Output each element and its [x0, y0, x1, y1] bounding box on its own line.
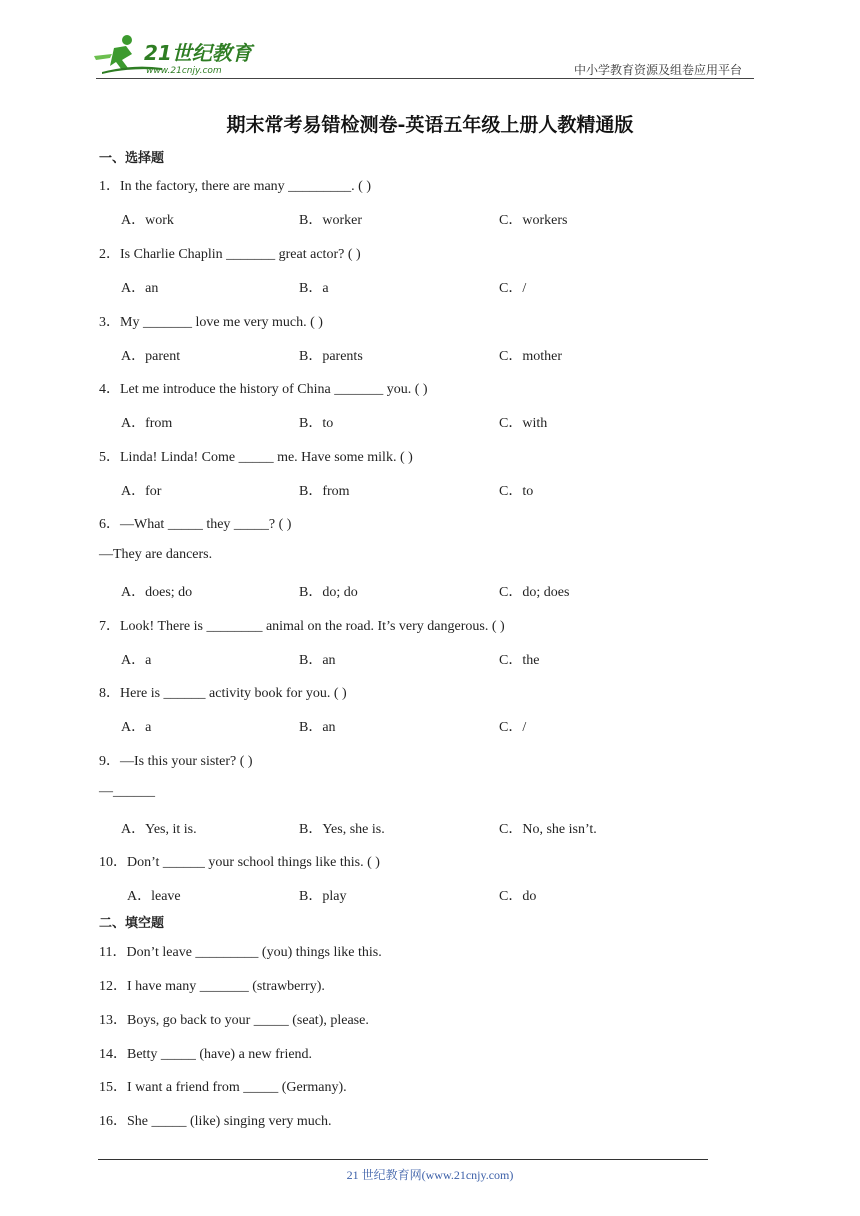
- q9-option-b[interactable]: B．Yes, she is.: [299, 822, 385, 837]
- section-title-choice: 一、选择题: [99, 151, 165, 166]
- question-9-reply: —______: [99, 784, 155, 799]
- question-5: 5．Linda! Linda! Come _____ me. Have some milk. ( ): [99, 450, 413, 465]
- q10-option-a[interactable]: A．leave: [127, 889, 181, 904]
- question-9: 9．—Is this your sister? ( ): [99, 754, 253, 769]
- question-4: 4．Let me introduce the history of China _______ you. ( ): [99, 382, 428, 397]
- question-7: 7．Look! There is ________ animal on the road. It’s very dangerous. ( ): [99, 619, 505, 634]
- q7-option-b[interactable]: B．an: [299, 653, 336, 668]
- q5-option-b[interactable]: B．from: [299, 484, 350, 499]
- q2-option-c[interactable]: C．/: [499, 281, 527, 296]
- fill-question-11: 11．Don’t leave _________ (you) things like this.: [99, 945, 382, 960]
- q5-option-c[interactable]: C．to: [499, 484, 534, 499]
- question-2: 2．Is Charlie Chaplin _______ great actor? ( ): [99, 247, 361, 262]
- q4-option-c[interactable]: C．with: [499, 416, 548, 431]
- q1-option-a[interactable]: A．work: [121, 213, 174, 228]
- q6-option-b[interactable]: B．do; do: [299, 585, 358, 600]
- question-6: 6．—What _____ they _____? ( ): [99, 517, 292, 532]
- fill-question-13: 13．Boys, go back to your _____ (seat), please.: [99, 1013, 369, 1028]
- logo-text: 21世纪教育: [144, 41, 252, 65]
- q9-option-a[interactable]: A．Yes, it is.: [121, 822, 197, 837]
- runner-logo-icon: [92, 34, 272, 80]
- q2-option-a[interactable]: A．an: [121, 281, 159, 296]
- question-1: 1．In the factory, there are many _________. ( ): [99, 179, 371, 194]
- fill-question-14: 14．Betty _____ (have) a new friend.: [99, 1047, 313, 1062]
- q2-option-b[interactable]: B．a: [299, 281, 329, 296]
- q8-option-a[interactable]: A．a: [121, 720, 152, 735]
- q10-option-c[interactable]: C．do: [499, 889, 537, 904]
- site-logo: [92, 34, 272, 80]
- page-title: 期末常考易错检测卷-英语五年级上册人教精通版: [226, 114, 634, 136]
- logo-url: www.21cnjy.com: [146, 66, 222, 76]
- q8-option-c[interactable]: C．/: [499, 720, 527, 735]
- header-tagline: 中小学教育资源及组卷应用平台: [574, 63, 743, 77]
- q10-option-b[interactable]: B．play: [299, 889, 347, 904]
- q3-option-c[interactable]: C．mother: [499, 349, 562, 364]
- fill-question-15: 15．I want a friend from _____ (Germany).: [99, 1080, 347, 1095]
- q7-option-c[interactable]: C．the: [499, 653, 540, 668]
- question-10: 10．Don’t ______ your school things like this. ( ): [99, 855, 380, 870]
- q3-option-b[interactable]: B．parents: [299, 349, 363, 364]
- q6-option-c[interactable]: C．do; does: [499, 585, 570, 600]
- footer-divider: [98, 1159, 708, 1160]
- q4-option-a[interactable]: A．from: [121, 416, 173, 431]
- fill-question-12: 12．I have many _______ (strawberry).: [99, 979, 325, 994]
- question-8: 8．Here is ______ activity book for you. ( ): [99, 686, 347, 701]
- q5-option-a[interactable]: A．for: [121, 484, 162, 499]
- q1-option-c[interactable]: C．workers: [499, 213, 568, 228]
- q7-option-a[interactable]: A．a: [121, 653, 152, 668]
- q4-option-b[interactable]: B．to: [299, 416, 334, 431]
- question-6-reply: —They are dancers.: [99, 547, 213, 562]
- section-title-fill: 二、填空题: [99, 916, 165, 931]
- question-3: 3．My _______ love me very much. ( ): [99, 315, 323, 330]
- q3-option-a[interactable]: A．parent: [121, 349, 181, 364]
- q9-option-c[interactable]: C．No, she isn’t.: [499, 822, 597, 837]
- q6-option-a[interactable]: A．does; do: [121, 585, 193, 600]
- fill-question-16: 16．She _____ (like) singing very much.: [99, 1114, 332, 1129]
- q8-option-b[interactable]: B．an: [299, 720, 336, 735]
- footer-link[interactable]: 21 世纪教育网(www.21cnjy.com): [346, 1168, 514, 1182]
- q1-option-b[interactable]: B．worker: [299, 213, 362, 228]
- header-divider: [96, 78, 754, 79]
